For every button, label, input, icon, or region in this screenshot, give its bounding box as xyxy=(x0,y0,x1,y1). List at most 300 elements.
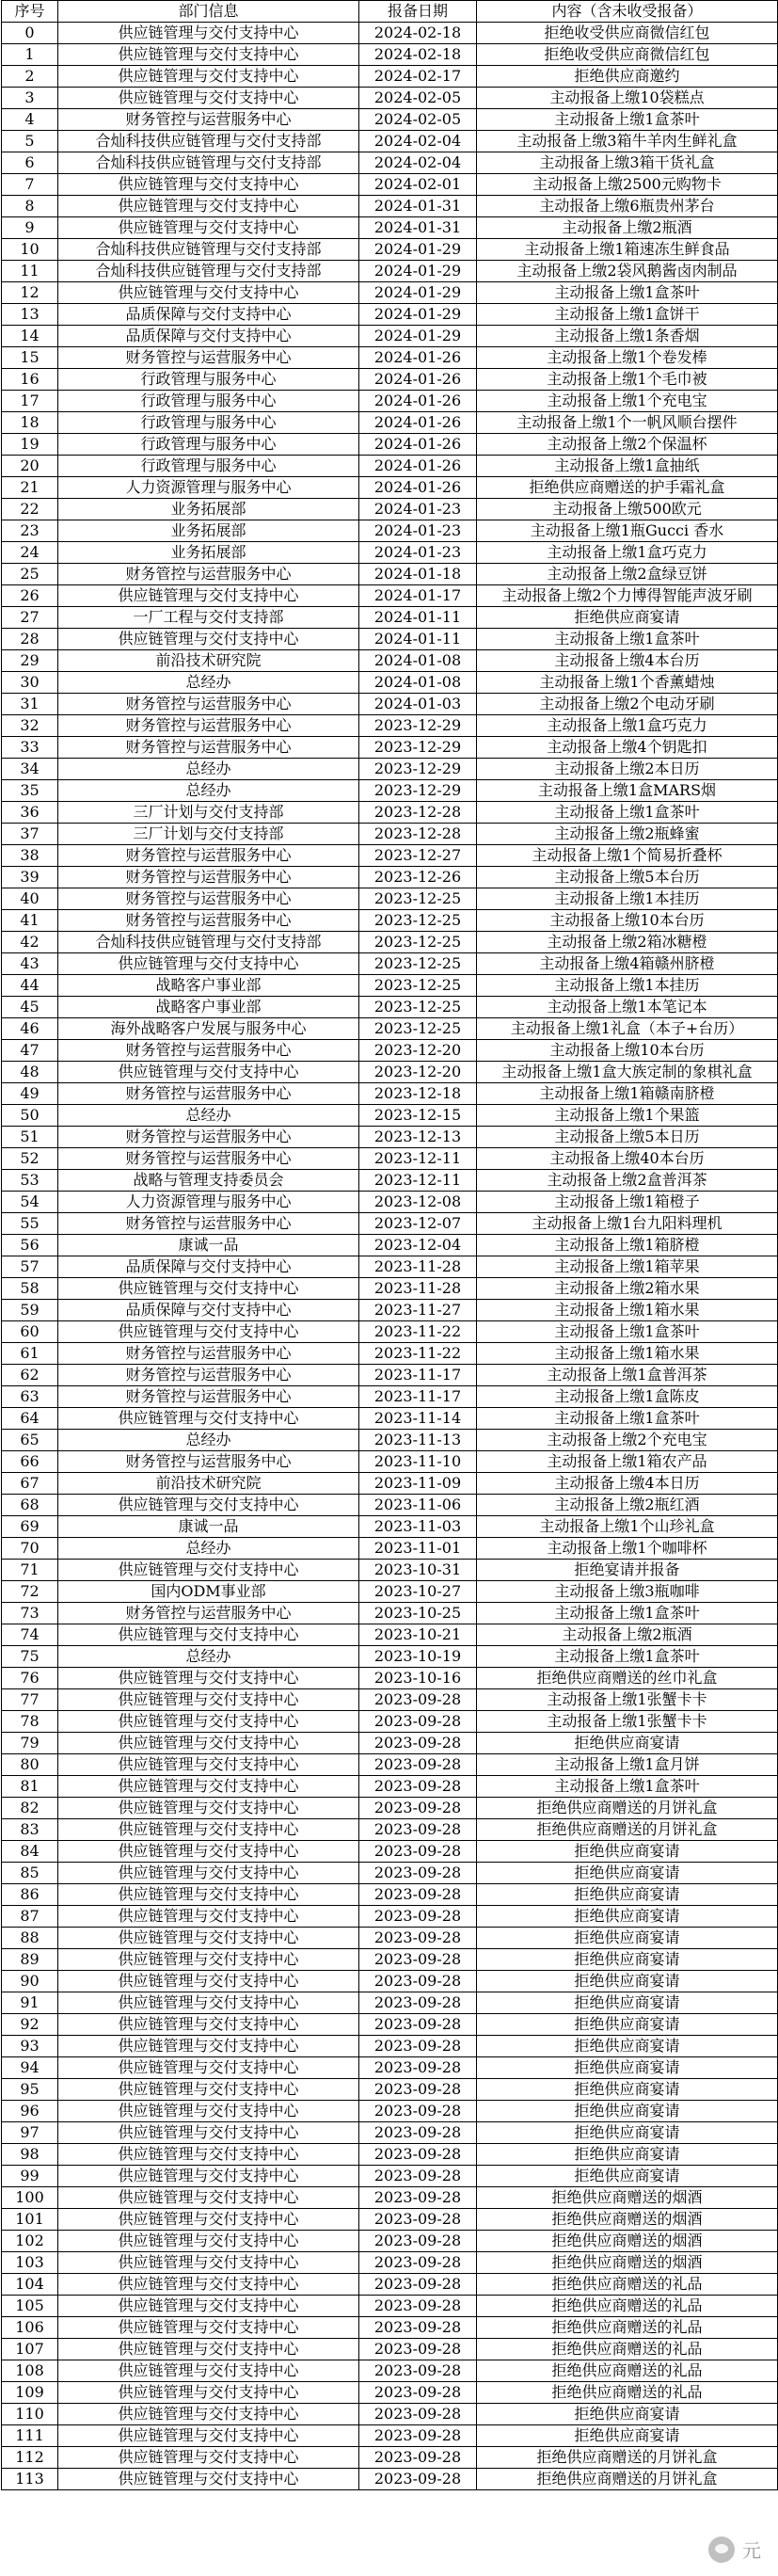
cell-report-date: 2023-12-27 xyxy=(359,845,477,867)
cell-department: 财务管控与运营服务中心 xyxy=(58,109,359,131)
cell-department: 财务管控与运营服务中心 xyxy=(58,1040,359,1062)
cell-department: 总经办 xyxy=(58,780,359,802)
cell-content: 主动报备上缴6瓶贵州茅台 xyxy=(477,196,778,217)
cell-department: 供应链管理与交付支持中心 xyxy=(58,1776,359,1798)
cell-content: 主动报备上缴1盒茶叶 xyxy=(477,1776,778,1798)
cell-index: 45 xyxy=(2,997,58,1018)
cell-index: 34 xyxy=(2,759,58,780)
cell-report-date: 2024-01-26 xyxy=(359,456,477,477)
table-row xyxy=(2,261,778,282)
cell-report-date: 2024-01-23 xyxy=(359,542,477,564)
cell-index: 102 xyxy=(2,2231,58,2252)
table-row xyxy=(2,131,778,152)
cell-report-date: 2023-09-28 xyxy=(359,2404,477,2425)
cell-report-date: 2024-01-26 xyxy=(359,347,477,369)
cell-index: 60 xyxy=(2,1321,58,1343)
cell-index: 86 xyxy=(2,1884,58,1906)
table-row xyxy=(2,1560,778,1581)
cell-report-date: 2024-01-31 xyxy=(359,217,477,239)
cell-report-date: 2023-09-28 xyxy=(359,2144,477,2166)
cell-department: 财务管控与运营服务中心 xyxy=(58,1148,359,1170)
cell-department: 供应链管理与交付支持中心 xyxy=(58,174,359,196)
cell-department: 供应链管理与交付支持中心 xyxy=(58,585,359,607)
table-row xyxy=(2,1365,778,1386)
cell-content: 主动报备上缴3箱牛羊肉生鲜礼盒 xyxy=(477,131,778,152)
cell-report-date: 2023-09-28 xyxy=(359,2122,477,2144)
table-row xyxy=(2,282,778,304)
cell-content: 主动报备上缴1礼盒（本子+台历） xyxy=(477,1018,778,1040)
cell-content: 拒绝供应商赠送的礼品 xyxy=(477,2274,778,2296)
cell-department: 财务管控与运营服务中心 xyxy=(58,1127,359,1148)
table-row xyxy=(2,1949,778,1971)
cell-department: 供应链管理与交付支持中心 xyxy=(58,2339,359,2360)
cell-content: 拒绝供应商宴请 xyxy=(477,1992,778,2014)
cell-content: 拒绝供应商宴请 xyxy=(477,1884,778,1906)
table-row xyxy=(2,2469,778,2490)
table-row xyxy=(2,629,778,650)
table-row xyxy=(2,2360,778,2382)
cell-content: 主动报备上缴1箱脐橙 xyxy=(477,1235,778,1256)
table-row xyxy=(2,1408,778,1430)
cell-report-date: 2023-09-28 xyxy=(359,2014,477,2036)
cell-department: 财务管控与运营服务中心 xyxy=(58,1083,359,1105)
table-row xyxy=(2,1884,778,1906)
cell-content: 拒绝供应商赠送的礼品 xyxy=(477,2382,778,2404)
cell-index: 43 xyxy=(2,953,58,975)
table-row xyxy=(2,910,778,932)
cell-index: 21 xyxy=(2,477,58,499)
cell-report-date: 2024-01-29 xyxy=(359,326,477,347)
cell-content: 主动报备上缴1本挂历 xyxy=(477,975,778,997)
table-row xyxy=(2,888,778,910)
table-row xyxy=(2,2144,778,2166)
cell-report-date: 2023-10-25 xyxy=(359,1603,477,1624)
cell-department: 供应链管理与交付支持中心 xyxy=(58,44,359,66)
cell-report-date: 2023-11-14 xyxy=(359,1408,477,1430)
cell-department: 财务管控与运营服务中心 xyxy=(58,867,359,888)
cell-department: 供应链管理与交付支持中心 xyxy=(58,2057,359,2079)
table-row xyxy=(2,2166,778,2187)
cell-report-date: 2023-09-28 xyxy=(359,2360,477,2382)
cell-content: 拒绝供应商邀约 xyxy=(477,66,778,88)
cell-department: 供应链管理与交付支持中心 xyxy=(58,1928,359,1949)
cell-content: 主动报备上缴2个力博得智能声波牙刷 xyxy=(477,585,778,607)
cell-content: 主动报备上缴1盒月饼 xyxy=(477,1754,778,1776)
cell-content: 主动报备上缴5本日历 xyxy=(477,1127,778,1148)
table-row xyxy=(2,1213,778,1235)
cell-department: 财务管控与运营服务中心 xyxy=(58,715,359,737)
table-row xyxy=(2,412,778,434)
cell-report-date: 2023-09-28 xyxy=(359,2382,477,2404)
cell-index: 8 xyxy=(2,196,58,217)
cell-index: 36 xyxy=(2,802,58,824)
cell-department: 供应链管理与交付支持中心 xyxy=(58,66,359,88)
cell-report-date: 2024-01-26 xyxy=(359,369,477,391)
cell-index: 91 xyxy=(2,1992,58,2014)
table-row xyxy=(2,1170,778,1192)
cell-index: 89 xyxy=(2,1949,58,1971)
cell-content: 主动报备上缴10本台历 xyxy=(477,910,778,932)
table-row xyxy=(2,997,778,1018)
table-row xyxy=(2,2296,778,2317)
cell-report-date: 2024-01-29 xyxy=(359,282,477,304)
cell-index: 110 xyxy=(2,2404,58,2425)
cell-report-date: 2023-09-28 xyxy=(359,1971,477,1992)
cell-content: 拒绝供应商宴请 xyxy=(477,1733,778,1754)
cell-report-date: 2023-12-25 xyxy=(359,932,477,953)
cell-content: 拒绝供应商赠送的月饼礼盒 xyxy=(477,1819,778,1841)
table-row xyxy=(2,845,778,867)
cell-index: 93 xyxy=(2,2036,58,2057)
cell-department: 供应链管理与交付支持中心 xyxy=(58,1062,359,1083)
table-row xyxy=(2,304,778,326)
cell-content: 主动报备上缴4本日历 xyxy=(477,1473,778,1495)
cell-department: 供应链管理与交付支持中心 xyxy=(58,1884,359,1906)
cell-index: 101 xyxy=(2,2209,58,2231)
cell-index: 2 xyxy=(2,66,58,88)
cell-department: 供应链管理与交付支持中心 xyxy=(58,1906,359,1928)
cell-department: 总经办 xyxy=(58,1105,359,1127)
cell-index: 97 xyxy=(2,2122,58,2144)
cell-department: 供应链管理与交付支持中心 xyxy=(58,1711,359,1733)
cell-department: 供应链管理与交付支持中心 xyxy=(58,629,359,650)
table-row xyxy=(2,23,778,44)
cell-index: 103 xyxy=(2,2252,58,2274)
cell-content: 拒绝供应商宴请 xyxy=(477,1863,778,1884)
table-row xyxy=(2,802,778,824)
cell-report-date: 2024-01-18 xyxy=(359,564,477,585)
cell-index: 107 xyxy=(2,2339,58,2360)
table-row xyxy=(2,607,778,629)
cell-report-date: 2023-12-15 xyxy=(359,1105,477,1127)
cell-department: 三厂计划与交付支持部 xyxy=(58,824,359,845)
cell-department: 总经办 xyxy=(58,759,359,780)
cell-report-date: 2023-09-28 xyxy=(359,2036,477,2057)
cell-department: 国内ODM事业部 xyxy=(58,1581,359,1603)
cell-index: 24 xyxy=(2,542,58,564)
cell-index: 104 xyxy=(2,2274,58,2296)
cell-report-date: 2023-10-16 xyxy=(359,1668,477,1689)
table-row xyxy=(2,1343,778,1365)
watermark-text: 元 xyxy=(742,2539,761,2562)
cell-index: 69 xyxy=(2,1516,58,1538)
cell-content: 主动报备上缴2盒普洱茶 xyxy=(477,1170,778,1192)
cell-report-date: 2024-02-05 xyxy=(359,88,477,109)
cell-index: 13 xyxy=(2,304,58,326)
cell-report-date: 2023-09-28 xyxy=(359,1841,477,1863)
cell-report-date: 2023-09-28 xyxy=(359,2166,477,2187)
cell-report-date: 2024-01-26 xyxy=(359,391,477,412)
cell-department: 三厂计划与交付支持部 xyxy=(58,802,359,824)
cell-index: 42 xyxy=(2,932,58,953)
cell-index: 38 xyxy=(2,845,58,867)
cell-department: 战略客户事业部 xyxy=(58,997,359,1018)
cell-department: 供应链管理与交付支持中心 xyxy=(58,2014,359,2036)
cell-content: 拒绝供应商赠送的礼品 xyxy=(477,2317,778,2339)
table-row xyxy=(2,953,778,975)
cell-report-date: 2023-09-28 xyxy=(359,1689,477,1711)
header-report-date: 报备日期 xyxy=(359,1,477,23)
cell-department: 财务管控与运营服务中心 xyxy=(58,1365,359,1386)
cell-report-date: 2023-12-29 xyxy=(359,737,477,759)
cell-department: 供应链管理与交付支持中心 xyxy=(58,23,359,44)
cell-department: 品质保障与交付支持中心 xyxy=(58,304,359,326)
cell-department: 财务管控与运营服务中心 xyxy=(58,888,359,910)
cell-index: 61 xyxy=(2,1343,58,1365)
cell-department: 业务拓展部 xyxy=(58,542,359,564)
cell-report-date: 2023-12-26 xyxy=(359,867,477,888)
cell-content: 主动报备上缴4本台历 xyxy=(477,650,778,672)
cell-report-date: 2023-09-28 xyxy=(359,1711,477,1733)
cell-index: 77 xyxy=(2,1689,58,1711)
cell-content: 主动报备上缴1盒茶叶 xyxy=(477,1603,778,1624)
cell-index: 5 xyxy=(2,131,58,152)
cell-report-date: 2023-12-20 xyxy=(359,1040,477,1062)
table-row xyxy=(2,88,778,109)
cell-department: 供应链管理与交付支持中心 xyxy=(58,1689,359,1711)
cell-content: 拒绝供应商宴请 xyxy=(477,1841,778,1863)
cell-department: 供应链管理与交付支持中心 xyxy=(58,1754,359,1776)
table-row xyxy=(2,1192,778,1213)
table-row xyxy=(2,585,778,607)
cell-report-date: 2024-01-08 xyxy=(359,650,477,672)
cell-content: 主动报备上缴4箱赣州脐橙 xyxy=(477,953,778,975)
cell-department: 总经办 xyxy=(58,672,359,694)
cell-report-date: 2023-11-17 xyxy=(359,1365,477,1386)
cell-content: 拒绝供应商宴请 xyxy=(477,1949,778,1971)
table-row xyxy=(2,174,778,196)
table-row xyxy=(2,759,778,780)
cell-index: 82 xyxy=(2,1798,58,1819)
cell-content: 主动报备上缴2个充电宝 xyxy=(477,1430,778,1451)
cell-index: 56 xyxy=(2,1235,58,1256)
cell-index: 15 xyxy=(2,347,58,369)
cell-content: 主动报备上缴2袋风鹅酱卤肉制品 xyxy=(477,261,778,282)
cell-content: 主动报备上缴1盒饼干 xyxy=(477,304,778,326)
cell-department: 合灿科技供应链管理与交付支持部 xyxy=(58,932,359,953)
cell-content: 主动报备上缴2箱水果 xyxy=(477,1278,778,1300)
cell-report-date: 2023-12-11 xyxy=(359,1148,477,1170)
table-row xyxy=(2,1711,778,1733)
cell-report-date: 2023-09-28 xyxy=(359,1733,477,1754)
cell-content: 主动报备上缴1盒巧克力 xyxy=(477,715,778,737)
cell-department: 财务管控与运营服务中心 xyxy=(58,1213,359,1235)
cell-report-date: 2024-02-17 xyxy=(359,66,477,88)
cell-content: 主动报备上缴2500元购物卡 xyxy=(477,174,778,196)
cell-content: 主动报备上缴1条香烟 xyxy=(477,326,778,347)
cell-department: 供应链管理与交付支持中心 xyxy=(58,1798,359,1819)
cell-report-date: 2023-09-28 xyxy=(359,1884,477,1906)
table-row xyxy=(2,499,778,520)
cell-report-date: 2023-11-06 xyxy=(359,1495,477,1516)
cell-report-date: 2023-10-21 xyxy=(359,1624,477,1646)
cell-report-date: 2024-01-29 xyxy=(359,304,477,326)
table-row xyxy=(2,196,778,217)
cell-department: 供应链管理与交付支持中心 xyxy=(58,1408,359,1430)
cell-index: 19 xyxy=(2,434,58,456)
cell-report-date: 2023-11-22 xyxy=(359,1343,477,1365)
cell-index: 29 xyxy=(2,650,58,672)
cell-content: 主动报备上缴1盒茶叶 xyxy=(477,629,778,650)
cell-department: 品质保障与交付支持中心 xyxy=(58,1256,359,1278)
cell-department: 财务管控与运营服务中心 xyxy=(58,845,359,867)
cell-content: 主动报备上缴1箱农产品 xyxy=(477,1451,778,1473)
cell-content: 主动报备上缴1箱水果 xyxy=(477,1300,778,1321)
cell-index: 48 xyxy=(2,1062,58,1083)
table-row xyxy=(2,2057,778,2079)
cell-department: 行政管理与服务中心 xyxy=(58,369,359,391)
cell-index: 31 xyxy=(2,694,58,715)
cell-department: 战略客户事业部 xyxy=(58,975,359,997)
cell-index: 100 xyxy=(2,2187,58,2209)
cell-content: 拒绝供应商宴请 xyxy=(477,2036,778,2057)
cell-department: 财务管控与运营服务中心 xyxy=(58,737,359,759)
cell-report-date: 2023-09-28 xyxy=(359,2057,477,2079)
cell-index: 4 xyxy=(2,109,58,131)
cell-index: 11 xyxy=(2,261,58,282)
cell-content: 主动报备上缴1盒茶叶 xyxy=(477,282,778,304)
cell-content: 拒绝供应商赠送的礼品 xyxy=(477,2339,778,2360)
table-row xyxy=(2,1928,778,1949)
cell-department: 供应链管理与交付支持中心 xyxy=(58,1668,359,1689)
table-row xyxy=(2,1646,778,1668)
cell-content: 拒绝供应商宴请 xyxy=(477,2101,778,2122)
table-row xyxy=(2,975,778,997)
cell-index: 64 xyxy=(2,1408,58,1430)
cell-index: 58 xyxy=(2,1278,58,1300)
cell-report-date: 2023-10-19 xyxy=(359,1646,477,1668)
cell-content: 拒绝供应商赠送的月饼礼盒 xyxy=(477,1798,778,1819)
cell-index: 57 xyxy=(2,1256,58,1278)
cell-content: 主动报备上缴3箱干货礼盒 xyxy=(477,152,778,174)
table-row xyxy=(2,2252,778,2274)
cell-index: 94 xyxy=(2,2057,58,2079)
cell-content: 拒绝供应商赠送的月饼礼盒 xyxy=(477,2447,778,2469)
cell-report-date: 2023-12-13 xyxy=(359,1127,477,1148)
table-row xyxy=(2,2425,778,2447)
table-row xyxy=(2,1971,778,1992)
table-row xyxy=(2,2014,778,2036)
cell-content: 主动报备上缴1瓶Gucci 香水 xyxy=(477,520,778,542)
table-row xyxy=(2,456,778,477)
cell-department: 人力资源管理与服务中心 xyxy=(58,1192,359,1213)
cell-index: 79 xyxy=(2,1733,58,1754)
cell-report-date: 2023-12-29 xyxy=(359,759,477,780)
cell-content: 主动报备上缴1盒茶叶 xyxy=(477,1408,778,1430)
cell-index: 0 xyxy=(2,23,58,44)
table-row xyxy=(2,2101,778,2122)
cell-index: 46 xyxy=(2,1018,58,1040)
cell-report-date: 2023-11-28 xyxy=(359,1256,477,1278)
cell-content: 拒绝供应商宴请 xyxy=(477,2144,778,2166)
cell-content: 主动报备上缴1个简易折叠杯 xyxy=(477,845,778,867)
cell-content: 拒绝供应商宴请 xyxy=(477,1971,778,1992)
cell-content: 主动报备上缴1盒抽纸 xyxy=(477,456,778,477)
table-row xyxy=(2,1495,778,1516)
table-row xyxy=(2,66,778,88)
cell-department: 供应链管理与交付支持中心 xyxy=(58,2469,359,2490)
cell-report-date: 2024-02-05 xyxy=(359,109,477,131)
cell-index: 70 xyxy=(2,1538,58,1560)
cell-report-date: 2023-12-25 xyxy=(359,953,477,975)
cell-report-date: 2024-01-11 xyxy=(359,607,477,629)
table-row xyxy=(2,672,778,694)
cell-content: 拒绝供应商宴请 xyxy=(477,2425,778,2447)
table-row xyxy=(2,1581,778,1603)
table-row xyxy=(2,737,778,759)
cell-index: 37 xyxy=(2,824,58,845)
cell-content: 拒绝供应商赠送的烟酒 xyxy=(477,2231,778,2252)
cell-department: 供应链管理与交付支持中心 xyxy=(58,2036,359,2057)
cell-content: 拒绝供应商宴请 xyxy=(477,607,778,629)
table-row xyxy=(2,1235,778,1256)
cell-report-date: 2023-11-01 xyxy=(359,1538,477,1560)
cell-index: 76 xyxy=(2,1668,58,1689)
table-row xyxy=(2,391,778,412)
table-row xyxy=(2,1798,778,1819)
cell-index: 95 xyxy=(2,2079,58,2101)
cell-department: 总经办 xyxy=(58,1430,359,1451)
cell-content: 主动报备上缴1个咖啡杯 xyxy=(477,1538,778,1560)
cell-report-date: 2024-01-17 xyxy=(359,585,477,607)
cell-content: 主动报备上缴1箱水果 xyxy=(477,1343,778,1365)
cell-department: 供应链管理与交付支持中心 xyxy=(58,2166,359,2187)
cell-content: 主动报备上缴2箱冰糖橙 xyxy=(477,932,778,953)
cell-department: 合灿科技供应链管理与交付支持部 xyxy=(58,261,359,282)
cell-index: 67 xyxy=(2,1473,58,1495)
cell-content: 主动报备上缴1盒巧克力 xyxy=(477,542,778,564)
table-row xyxy=(2,2317,778,2339)
cell-report-date: 2023-12-25 xyxy=(359,975,477,997)
header-index: 序号 xyxy=(2,1,58,23)
cell-index: 96 xyxy=(2,2101,58,2122)
cell-department: 供应链管理与交付支持中心 xyxy=(58,1949,359,1971)
cell-index: 9 xyxy=(2,217,58,239)
cell-index: 72 xyxy=(2,1581,58,1603)
cell-department: 前沿技术研究院 xyxy=(58,1473,359,1495)
cell-department: 供应链管理与交付支持中心 xyxy=(58,217,359,239)
cell-index: 18 xyxy=(2,412,58,434)
cell-department: 供应链管理与交付支持中心 xyxy=(58,2425,359,2447)
cell-content: 主动报备上缴2瓶蜂蜜 xyxy=(477,824,778,845)
cell-index: 47 xyxy=(2,1040,58,1062)
cell-department: 总经办 xyxy=(58,1646,359,1668)
cell-department: 供应链管理与交付支持中心 xyxy=(58,1321,359,1343)
cell-department: 供应链管理与交付支持中心 xyxy=(58,2382,359,2404)
cell-content: 主动报备上缴1箱橙子 xyxy=(477,1192,778,1213)
cell-report-date: 2023-12-20 xyxy=(359,1062,477,1083)
cell-content: 拒绝供应商赠送的烟酒 xyxy=(477,2209,778,2231)
cell-index: 108 xyxy=(2,2360,58,2382)
cell-index: 32 xyxy=(2,715,58,737)
table-row xyxy=(2,1127,778,1148)
cell-index: 6 xyxy=(2,152,58,174)
table-row xyxy=(2,1992,778,2014)
cell-content: 主动报备上缴1盒普洱茶 xyxy=(477,1365,778,1386)
cell-department: 前沿技术研究院 xyxy=(58,650,359,672)
cell-index: 54 xyxy=(2,1192,58,1213)
cell-report-date: 2024-02-18 xyxy=(359,23,477,44)
cell-department: 康诚一品 xyxy=(58,1235,359,1256)
table-row xyxy=(2,239,778,261)
cell-report-date: 2024-02-18 xyxy=(359,44,477,66)
cell-department: 供应链管理与交付支持中心 xyxy=(58,196,359,217)
table-row xyxy=(2,2404,778,2425)
table-row xyxy=(2,1430,778,1451)
cell-department: 供应链管理与交付支持中心 xyxy=(58,2274,359,2296)
table-row xyxy=(2,2036,778,2057)
cell-index: 49 xyxy=(2,1083,58,1105)
